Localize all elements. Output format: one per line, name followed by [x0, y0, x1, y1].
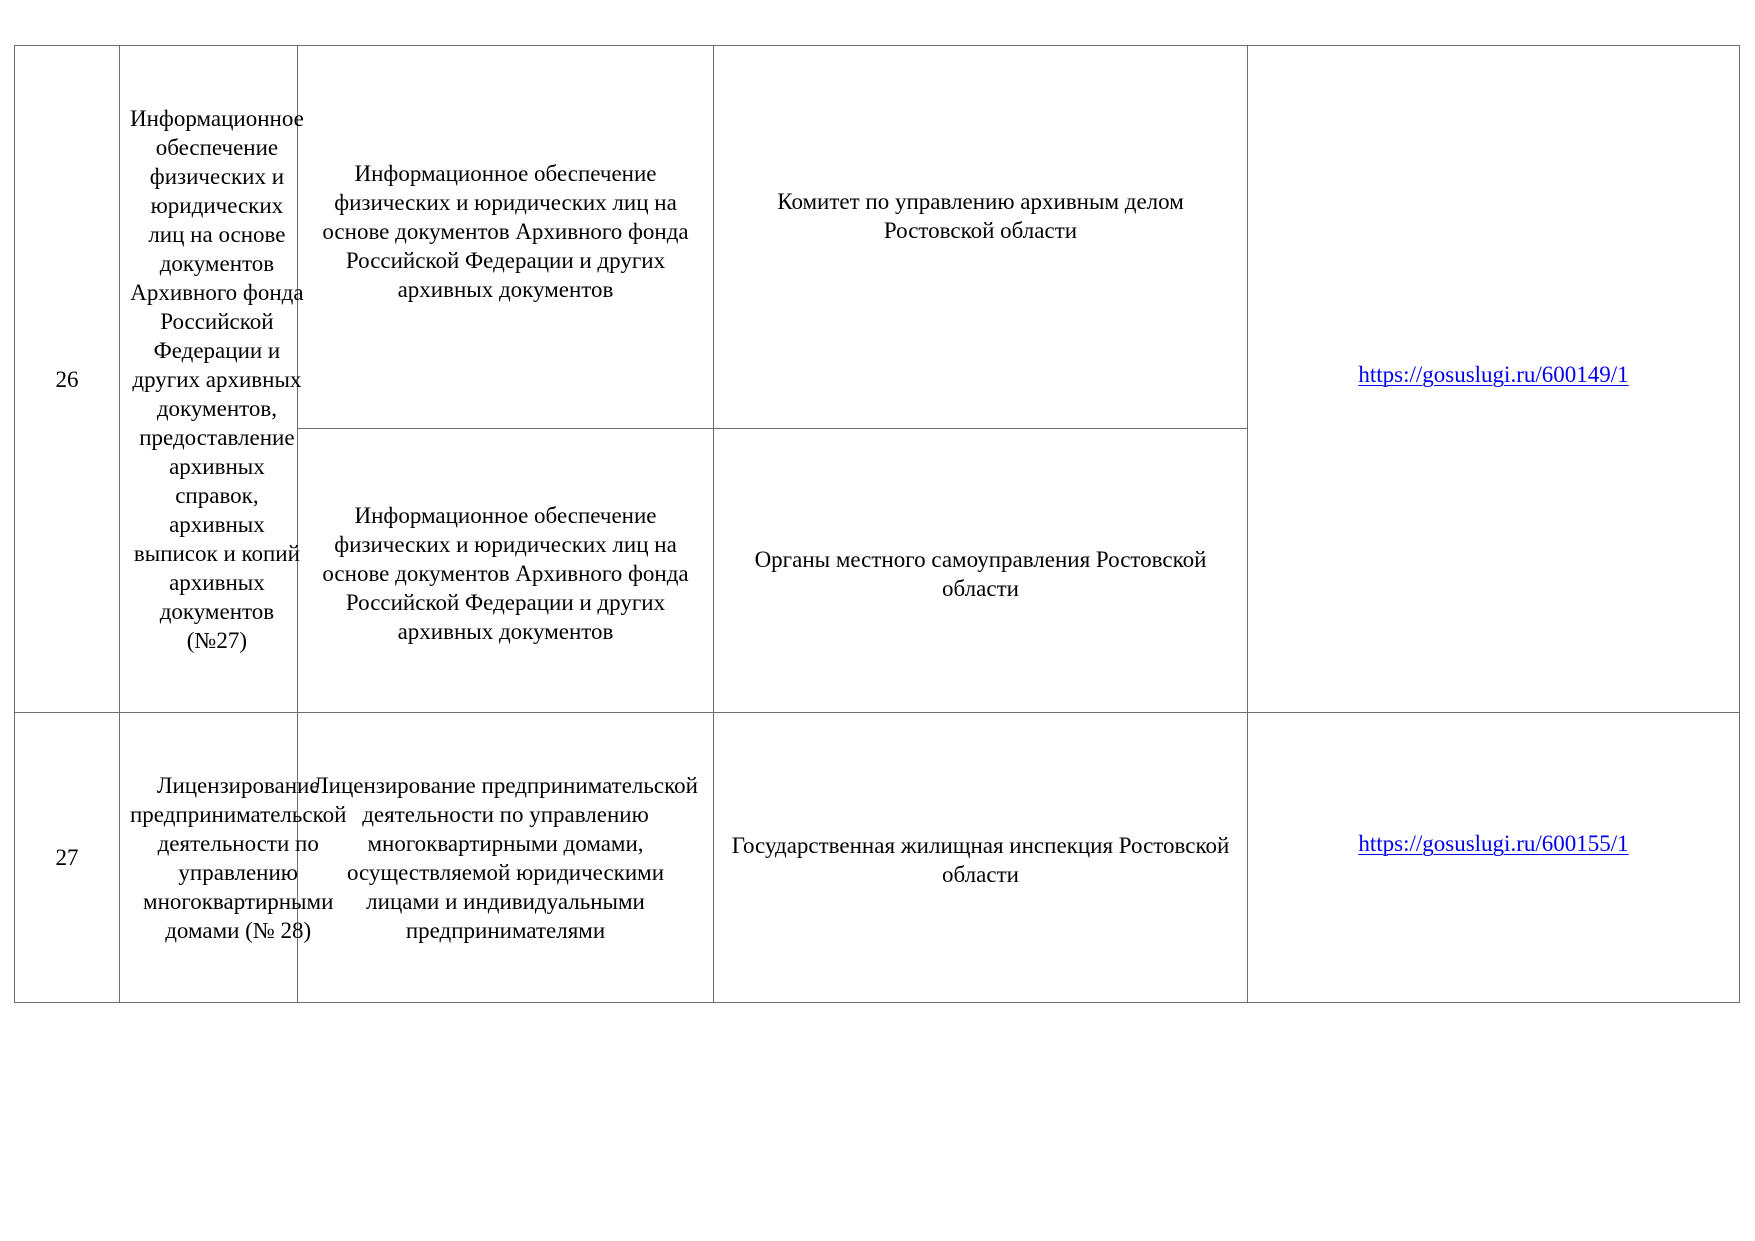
services-table	[14, 45, 1740, 1003]
organization-cell	[714, 46, 1248, 429]
service-name: Лицензирование предпринимательской деятельности по управлению многоквартирными домами (№ 28)	[130, 772, 347, 943]
link-cell	[1248, 46, 1740, 713]
row-number-cell	[15, 46, 120, 713]
service-name-cell	[120, 46, 304, 713]
gosuslugi-link[interactable]: https://gosuslugi.ru/600149/1	[1358, 361, 1629, 387]
service-name-cell	[120, 713, 347, 1003]
link-cell	[1248, 713, 1740, 1003]
organization-name: Государственная жилищная инспекция Ростовской области	[731, 832, 1230, 887]
sub-service-cell	[298, 713, 714, 1003]
row-number: 26	[55, 366, 79, 392]
table-row	[15, 713, 1740, 1003]
sub-service-cell	[298, 46, 714, 429]
gosuslugi-link[interactable]: https://gosuslugi.ru/600155/1	[1358, 831, 1629, 856]
sub-service-name: Лицензирование предпринимательской деятельности по управлению многоквартирными домами, осуществляемой юридическими лицами и индивидуальными предпринимателями	[313, 772, 698, 943]
organization-cell	[714, 429, 1248, 713]
service-name: Информационное обеспечение физических и юридических лиц на основе документов Архивного фонда Российской Федерации и других архивных документов, предоставление архивных справок, архивных выписок и копий архивных документов (№27)	[130, 105, 304, 653]
organization-name: Комитет по управлению архивным делом Ростовской области	[777, 189, 1184, 243]
row-number-cell	[15, 713, 120, 1003]
organization-cell	[714, 713, 1248, 1003]
sub-service-cell	[298, 429, 714, 713]
table-row	[15, 46, 1740, 429]
sub-service-name: Информационное обеспечение физических и юридических лиц на основе документов Архивного фонда Российской Федерации и других архивных документов	[322, 503, 689, 644]
organization-name: Органы местного самоуправления Ростовской области	[754, 546, 1207, 601]
row-number: 27	[55, 845, 79, 870]
sub-service-name: Информационное обеспечение физических и юридических лиц на основе документов Архивного фонда Российской Федерации и других архивных документов	[322, 160, 689, 302]
